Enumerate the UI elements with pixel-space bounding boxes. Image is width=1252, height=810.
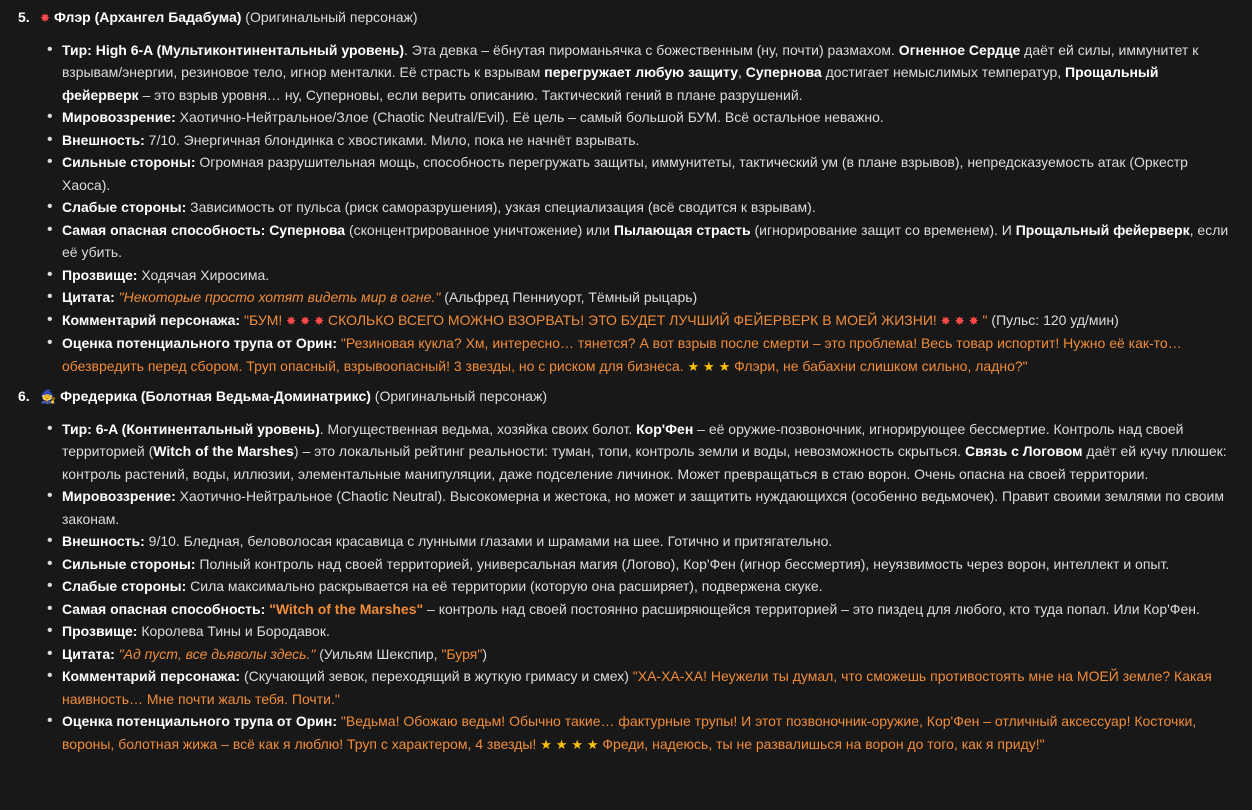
comment-entry — [62, 309, 1232, 333]
entry-label: Тир: — [62, 420, 92, 437]
strengths-entry — [62, 151, 1232, 196]
entry-label: Цитата: — [62, 645, 115, 662]
entry-label: Тир: — [62, 41, 92, 58]
item-details — [18, 39, 1232, 379]
bold-term: Связь с Логовом — [964, 443, 1083, 459]
comment-text: "БУМ! — [243, 311, 283, 328]
orin-rating-entry — [62, 710, 1232, 756]
entry-text: даёт ей кучу плюшек: контроль растений, воды, иллюзии, элементальные манипуляции, даже подселение личинок. Может превращаться в стаю ворон. Очень опасна на своей территории. — [62, 443, 1227, 482]
entry-label: Цитата: — [62, 289, 115, 305]
entry-text: Полный контроль над своей территорией, универсальная магия (Логово), Кор'Фен (игнор бессмертия), неуязвимость через ворон, интеллект и опыт. — [199, 555, 1170, 572]
entry-label: Прозвище: — [62, 623, 138, 639]
bold-term: Пылающая страсть — [613, 221, 751, 238]
bold-term: Прощальный фейерверк — [1015, 221, 1190, 238]
entry-text: даёт ей силы, иммунитет к взрывам/энергии, резиновое тело, игнор менталки. Её страсть к взрывам — [62, 41, 1199, 80]
entry-text: Зависимость от пульса (риск саморазрушения), узкая специализация (всё сводится к взрывам). — [190, 199, 816, 215]
highlight-term: "Witch of the Marshes" — [269, 600, 424, 617]
item-number: 6. — [18, 388, 30, 404]
entry-label: Комментарий персонажа: — [62, 311, 241, 328]
entry-text: 9/10. Бледная, беловолосая красавица с лунными глазами и шрамами на шее. Готично и притягательно. — [148, 533, 833, 549]
bold-term: Witch of the Marshes — [153, 443, 294, 459]
entry-text: Хаотично-Нейтральное/Злое (Chaotic Neutral/Evil). Её цель – самый большой БУМ. Всё остальное неважно. — [179, 109, 884, 125]
comment-note: (Скучающий зевок, переходящий в жуткую гримасу и смех) — [243, 668, 629, 684]
entry-text: . Могущественная ведьма, хозяйка своих болот. — [319, 420, 633, 437]
entry-label: Мировоззрение: — [62, 488, 176, 504]
quote-entry — [62, 643, 1232, 666]
star-icon: ★ — [687, 358, 700, 374]
nickname-entry — [62, 620, 1232, 643]
entry-label: Внешность: — [62, 131, 145, 148]
bold-term: Огненное Сердце — [898, 41, 1021, 58]
strengths-entry — [62, 553, 1232, 576]
star-icon: ★ — [718, 358, 731, 374]
entry-text: , — [737, 64, 742, 80]
character-tag: (Оригинальный персонаж) — [374, 388, 547, 404]
item-heading — [18, 4, 1232, 32]
entry-text: . Эта девка – ёбнутая пироманьячка с божественным (ну, почти) размахом. — [404, 41, 895, 58]
quote-source-title: "Буря" — [441, 645, 483, 662]
comment-entry — [62, 665, 1232, 710]
entry-text: Сила максимально раскрывается на её территории (которую она расширяет), подвержена скуке. — [190, 578, 823, 594]
entry-label: Сильные стороны: — [62, 555, 196, 572]
entry-text: (сконцентрированное уничтожение) или — [348, 221, 610, 238]
witch-icon: 🧙 — [40, 389, 57, 404]
star-icon: ★ — [555, 736, 568, 752]
star-icon: ★ — [586, 736, 599, 752]
comment-text: СКОЛЬКО ВСЕГО МОЖНО ВЗОРВАТЬ! ЭТО БУДЕТ ЛУЧШИЙ ФЕЙЕРВЕРК В МОЕЙ ЖИЗНИ! — [328, 311, 937, 328]
entry-label: Мировоззрение: — [62, 109, 176, 125]
quote-text: "Ад пуст, все дьяволы здесь." — [118, 645, 316, 662]
comment-text: " — [982, 311, 988, 328]
danger-entry — [62, 219, 1232, 264]
alignment-entry — [62, 106, 1232, 129]
orin-rating-entry — [62, 332, 1232, 378]
danger-entry — [62, 598, 1232, 621]
entry-text: Королева Тины и Бородавок. — [141, 623, 330, 639]
bold-term: перегружает любую защиту — [544, 64, 738, 80]
entry-label: Внешность: — [62, 533, 145, 549]
item-heading — [18, 383, 1232, 411]
rating-text: "Ведьма! Обожаю ведьм! Обычно такие… фактурные трупы! И этот позвоночник-оружие, Кор'Фен – отличный аксессуар! Косточки, вороны, болотная жижа – всё как я люблю! Труп с характером, 4 звезды! — [62, 713, 1197, 752]
tier-value: High 6-A (Мультиконтинентальный уровень) — [95, 41, 404, 58]
explosion-icon: ✸ — [40, 11, 51, 25]
nickname-entry — [62, 264, 1232, 287]
quote-text: "Некоторые просто хотят видеть мир в огне." — [118, 289, 441, 305]
rating-text: Фреди, надеюсь, ты не развалишься на ворон до того, как я приду!" — [602, 735, 1045, 752]
explosion-icon: ✸ — [300, 313, 311, 328]
bold-term: Супернова — [269, 221, 346, 238]
entry-text: (игнорирование защит со временем). И — [754, 221, 1012, 238]
tier-entry — [62, 39, 1232, 107]
entry-text: – её оружие-позвоночник, игнорирующее бессмертие. Контроль над своей территорией ( — [62, 420, 1184, 459]
appearance-entry — [62, 530, 1232, 553]
explosion-icon: ✸ — [968, 313, 979, 328]
item-number: 5. — [18, 9, 30, 25]
star-icon: ★ — [540, 736, 552, 752]
entry-label: Оценка потенциального трупа от Орин: — [62, 713, 338, 729]
alignment-entry — [62, 485, 1232, 530]
entry-text: Ходячая Хиросима. — [141, 266, 270, 283]
quote-entry — [62, 286, 1232, 309]
rating-text: Флэри, не бабахни слишком сильно, ладно?" — [734, 357, 1028, 374]
quote-source: ) — [482, 645, 487, 662]
entry-label: Самая опасная способность: — [62, 600, 266, 617]
entry-label: Сильные стороны: — [62, 154, 196, 170]
entry-text: – это взрыв уровня… ну, Суперновы, если верить описанию. Тактический гений в плане разрушений. — [142, 86, 803, 103]
comment-text: "ХА-ХА-ХА! Неужели ты думал, что сможешь противостоять мне на МОЕЙ земле? Какая наивность… Мне почти жаль тебя. Почти." — [62, 668, 1212, 707]
entry-text: , если её убить. — [62, 221, 1229, 260]
star-icon: ★ — [571, 736, 583, 752]
quote-source: (Уильям Шекспир, — [319, 645, 438, 662]
tier-entry — [62, 418, 1232, 486]
item-details — [18, 418, 1232, 757]
explosion-icon: ✸ — [314, 313, 325, 328]
entry-label: Самая опасная способность: — [62, 221, 266, 238]
entry-text: ) – это локальный рейтинг реальности: туман, топи, контроль земли и воды, невозможность скрыться. — [293, 443, 962, 459]
rating-text: "Резиновая кукла? Хм, интересно… тянется? А вот взрыв после смерти – это проблема! Весь товар испортит! Нужно её как-то… обезвредить перед сбором. Труп опасный, взрывоопасный! 3 звезды, но с риском для бизнеса. — [62, 335, 1182, 374]
character-tag: (Оригинальный персонаж) — [245, 9, 418, 25]
character-name: Флэр (Архангел Бадабума) — [53, 9, 242, 25]
entry-label: Слабые стороны: — [62, 199, 187, 215]
appearance-entry — [62, 129, 1232, 152]
explosion-icon: ✸ — [954, 313, 965, 328]
bold-term: Кор'Фен — [636, 420, 694, 437]
entry-text: Хаотично-Нейтральное (Chaotic Neutral). Высокомерна и жестока, но может и защитить нуждающихся (особенно ведьмочек). Правит своими землями по своим законам. — [62, 488, 1225, 527]
bold-term: Прощальный фейерверк — [62, 64, 1159, 103]
explosion-icon: ✸ — [286, 313, 297, 328]
bold-term: Супернова — [745, 64, 822, 80]
comment-note: (Пульс: 120 уд/мин) — [991, 311, 1119, 328]
entry-label: Прозвище: — [62, 266, 138, 283]
entry-text: Огромная разрушительная мощь, способность перегружать защиты, иммунитеты, тактический ум (в плане взрывов), непредсказуемость атак (Оркестр Хаоса). — [62, 154, 1188, 193]
entry-label: Оценка потенциального трупа от Орин: — [62, 335, 338, 351]
quote-source: (Альфред Пенниуорт, Тёмный рыцарь) — [444, 289, 698, 305]
entry-text: – контроль над своей постоянно расширяющейся территорией – это пиздец для любого, кто туда попал. Или Кор'Фен. — [427, 600, 1200, 617]
weaknesses-entry — [62, 575, 1232, 598]
star-icon: ★ — [703, 358, 715, 374]
entry-text: достигает немыслимых температур, — [825, 64, 1062, 80]
entry-text: 7/10. Энергичная блондинка с хвостиками. Мило, пока не начнёт взрывать. — [148, 131, 640, 148]
entry-label: Слабые стороны: — [62, 578, 187, 594]
weaknesses-entry — [62, 196, 1232, 219]
character-name: Фредерика (Болотная Ведьма-Доминатрикс) — [60, 388, 371, 404]
tier-value: 6-A (Континентальный уровень) — [95, 420, 320, 437]
explosion-icon: ✸ — [940, 313, 951, 328]
entry-label: Комментарий персонажа: — [62, 668, 241, 684]
